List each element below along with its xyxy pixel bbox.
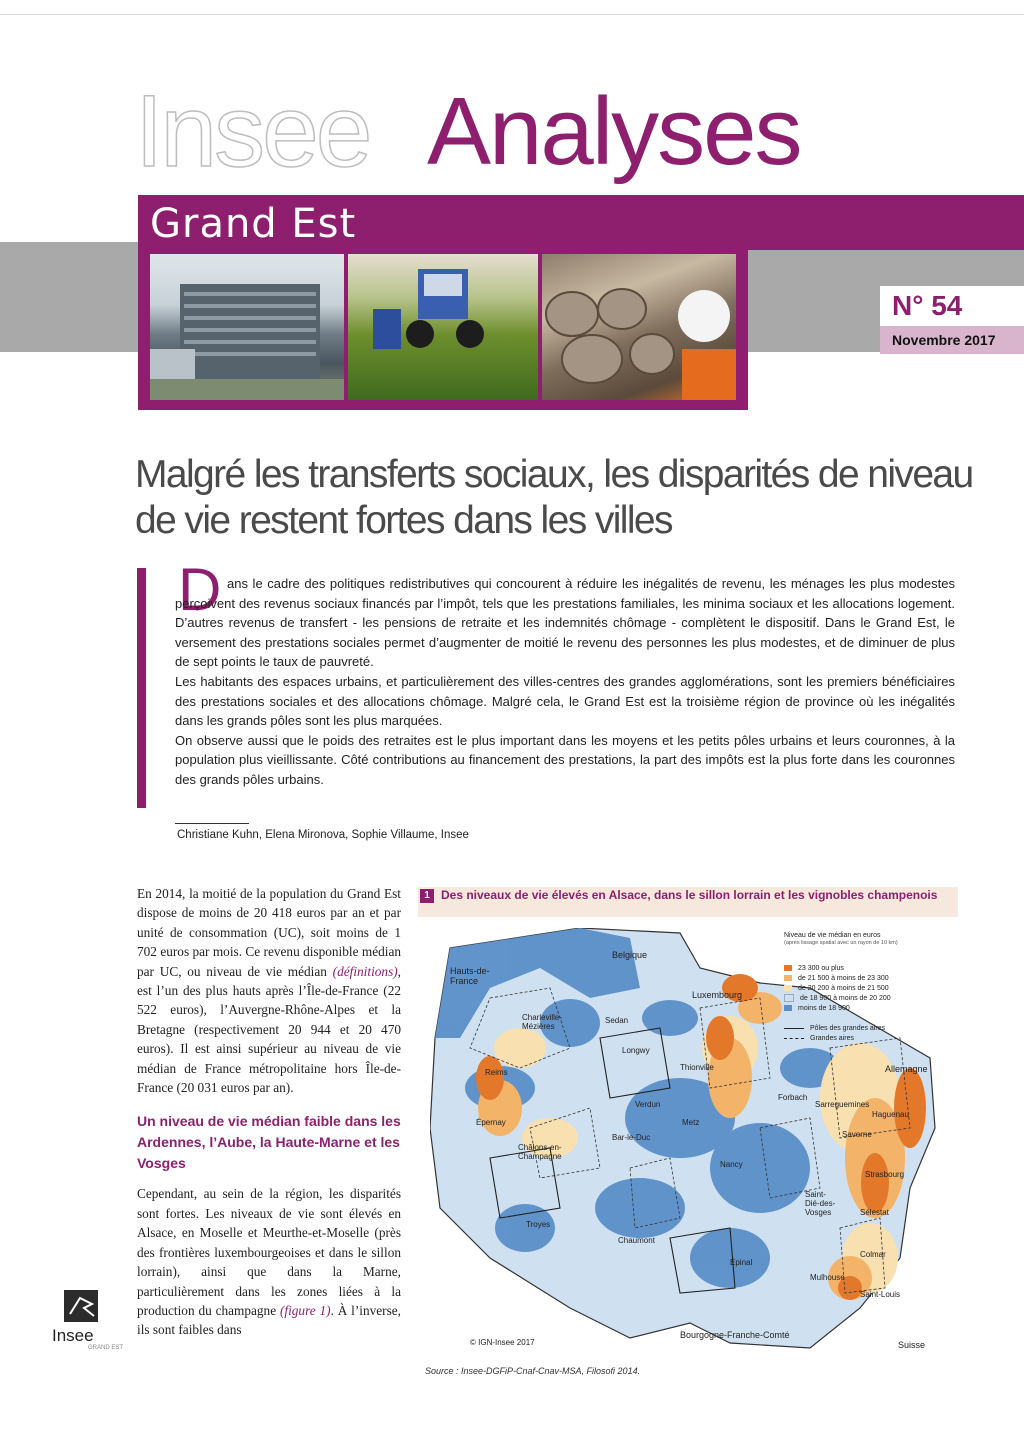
legend-label: de 20 200 à moins de 21 500 [798,985,889,992]
map-label-nancy: Nancy [720,1160,743,1169]
map-label-metz: Metz [682,1118,700,1127]
legend-swatch [784,975,792,981]
map-label-epinal: Épinal [730,1258,753,1267]
legend-line-solid [784,1028,804,1029]
brand-insee-wordmark: Insee [135,74,370,188]
legend-swatch [784,985,792,991]
map-label-sedan: Sedan [605,1016,629,1025]
map-label-strasbourg: Strasbourg [865,1170,905,1179]
legend-swatch [784,1005,792,1011]
legend-item [784,984,889,993]
body-paragraph-1 [137,884,401,1097]
photo-steel-worker [542,254,736,400]
map-label-bar-le-duc: Bar-le-Duc [612,1133,651,1142]
map-legend-title: Niveau de vie médian en euros [784,932,881,939]
figure-source: Source : Insee-DGFiP-Cnaf-Cnav-MSA, Filosofi 2014. [425,1366,641,1376]
insee-logo-icon [64,1290,98,1322]
map-label-saint-louis: Saint-Louis [860,1290,901,1299]
section-subheading: Un niveau de vie médian faible dans les Ardennes, l’Aube, la Haute-Marne et les Vosges [137,1113,401,1172]
body-text: , est l’un des plus hauts après l’Île-de-France (22 522 euros), l’Auvergne-Rhône-Alpes et la Bretagne (respectivement 20 944 et 20 470 euros). Il est ainsi supérieur au niveau de vie médian de France métropolitaine hors Île-de-France (20 031 euros par an). [137,963,401,1096]
legend-label: de 18 900 à moins de 20 200 [800,995,891,1002]
map-label-chalons: Châlons-en-Champagne [518,1143,562,1161]
intro-block [175,574,955,790]
left-column [137,884,401,1340]
map-label-suisse: Suisse [898,1340,926,1350]
region-title: Grand Est [150,201,357,247]
intro-accent-bar [137,568,146,808]
map-label-colmar: Colmar [860,1250,886,1259]
body-paragraph-2 [137,1184,401,1339]
map-label-allemagne: Allemagne [885,1064,928,1074]
legend-item [784,994,891,1003]
body-text: En 2014, la moitié de la population du Grand Est dispose de moins de 20 418 euros par an et par unité de consommation (UC), soit moins de 1 702 euros par mois. Ce revenu disponible médian par UC, ou niveau de vie médian [137,886,401,979]
map-label-sarreguemines: Sarreguemines [815,1100,870,1109]
map-label-selestat: Sélestat [860,1208,889,1217]
map-label-charleville: Charleville-Mézières [522,1013,563,1031]
definitions-link[interactable]: (définitions) [332,963,398,979]
legend-swatch [784,965,792,971]
map-label-troyes: Troyes [526,1220,551,1229]
map-label-hauts-de-france: Hauts-de-France [450,966,490,986]
map-label-forbach: Forbach [778,1093,808,1102]
body-text: . À l’inverse, ils sont faibles dans [137,1302,401,1338]
authors-line: Christiane Kuhn, Elena Mironova, Sophie Villaume, Insee [177,829,469,841]
legend-item [784,1004,850,1013]
intro-paragraph-1: ans le cadre des politiques redistributives qui concourent à réduire les inégalités de revenu, les ménages les plus modestes perçoivent des revenus sociaux financés par l’impôt, tels que les prestations familiales, les minima sociaux et les allocations logement. D’autres revenus de transfert - les pensions de retraite et les indemnités chômage - complètent le dispositif. Dans le Grand Est, le versement des prestations sociales permet d’augmenter de moitié le revenu des personnes les plus modestes, et de diminuer de plus de sept points le taux de pauvreté. [175,576,955,670]
legend-label: 23 300 ou plus [798,965,844,972]
insee-logo-subtext: GRAND EST [88,1345,124,1351]
median-income-map [430,928,945,1354]
legend-label: Grandes aires [810,1035,854,1042]
figure-number: 1 [420,889,434,903]
intro-paragraph-2: Les habitants des espaces urbains, et particulièrement des villes-centres des grandes agglomérations, sont les premiers bénéficiaires des prestations sociales et des allocations chômage. Malgré cela, le Grand Est est la troisième région de province où les inégalités dans les grands pôles sont les plus marquées. [175,673,955,729]
map-label-verdun: Verdun [635,1100,661,1109]
map-label-longwy: Longwy [622,1046,650,1055]
map-label-mulhouse: Mulhouse [810,1273,845,1282]
map-label-epernay: Épernay [476,1118,506,1127]
brand-analyses-wordmark: Analyses [427,78,801,185]
figure-title: Des niveaux de vie élevés en Alsace, dans le sillon lorrain et les vignobles champenois [441,888,938,902]
legend-line-dashed [784,1038,804,1039]
map-label-saverne: Saverne [842,1130,872,1139]
legend-label: de 21 500 à moins de 23 300 [798,975,889,982]
map-label-bourgogne-franche-comte: Bourgogne-Franche-Comté [680,1330,790,1340]
authors-rule [175,823,249,824]
map-label-belgique: Belgique [612,950,648,960]
map-label-luxembourg: Luxembourg [692,990,743,1000]
intro-paragraph-3: On observe aussi que le poids des retraites est le plus important dans les moyens et les petits pôles urbains et leurs couronnes, à la population plus vieillissante. Côté contributions au financement des prestations, la part des impôts est la plus forte dans les couronnes des grands pôles urbains. [175,732,955,787]
intro-dropcap: D [178,556,222,623]
photo-vineyard-tractor [348,254,538,400]
body-text: Cependant, au sein de la région, les disparités sont fortes. Les niveaux de vie sont élevés en Alsace, en Moselle et Meurthe-et-Moselle (près des frontières luxembourgeoises et dans le sillon lorrain), ainsi que dans la Marne, particulièrement dans les zones liées à la production du champagne [137,1186,401,1318]
legend-label: Pôles des grandes aires [810,1025,886,1032]
map-label-thionville: Thionville [680,1063,714,1072]
figure-1-link[interactable]: (figure 1) [279,1302,331,1318]
legend-swatch [784,994,794,1002]
page-title: Malgré les transferts sociaux, les disparités de niveau de vie restent fortes dans les villes [135,453,973,542]
legend-item [784,1034,854,1043]
legend-item [784,974,889,983]
top-rule [0,14,1024,15]
photo-parliament-building [150,254,344,400]
insee-logo-text: Insee [52,1326,94,1345]
map-label-saint-die: Saint-Dié-des-Vosges [805,1190,836,1217]
map-legend-subtitle: (après lissage spatial avec un rayon de 10 km) [784,940,898,946]
map-label-reims: Reims [485,1068,508,1077]
map-copyright: © IGN-Insee 2017 [470,1338,535,1347]
legend-item [784,1024,885,1033]
map-label-chaumont: Chaumont [618,1236,655,1245]
legend-label: moins de 18 900 [798,1005,850,1012]
map-label-haguenau: Haguenau [872,1110,909,1119]
issue-number: N° 54 [892,290,963,321]
issue-date: Novembre 2017 [892,332,996,348]
legend-item [784,964,844,973]
